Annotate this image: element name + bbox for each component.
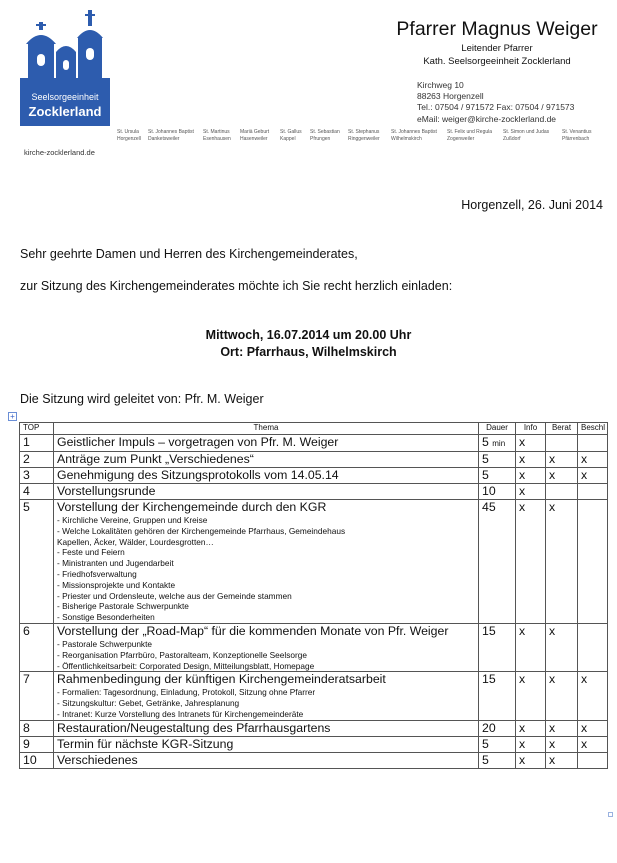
agenda-topic bbox=[54, 435, 479, 452]
sender-name: Pfarrer Magnus Weiger bbox=[396, 18, 598, 40]
header-info: Info bbox=[516, 423, 546, 435]
agenda-topic-title: Restauration/Neugestaltung des Pfarrhausgartens bbox=[57, 720, 331, 735]
agenda-top-number: 1 bbox=[20, 435, 54, 452]
agenda-topic bbox=[54, 672, 479, 720]
agenda-resolve-mark: x bbox=[578, 736, 608, 752]
parish-item: St. Ursula Horgenzell bbox=[117, 129, 141, 142]
agenda-subpoint: - Pastorale Schwerpunkte bbox=[57, 638, 153, 649]
agenda-row bbox=[20, 435, 608, 452]
agenda-subpoint: - Ministranten und Jugendarbeit bbox=[57, 558, 174, 569]
agenda-topic bbox=[54, 452, 479, 468]
logo-line1: Seelsorgeeinheit bbox=[31, 92, 99, 102]
agenda-topic bbox=[54, 752, 479, 768]
agenda-resolve-mark bbox=[578, 484, 608, 500]
header-resolve: Beschl bbox=[578, 423, 608, 435]
agenda-subpoint: - Öffentlichkeitsarbeit: Corporated Design, Mitteilungsblatt, Homepage bbox=[57, 660, 315, 671]
header-topic: Thema bbox=[54, 423, 479, 435]
agenda-info-mark: x bbox=[516, 484, 546, 500]
meeting-location: Ort: Pfarrhaus, Wilhelmskirch bbox=[220, 345, 397, 359]
agenda-top-number: 6 bbox=[20, 623, 54, 671]
agenda-duration bbox=[479, 452, 516, 468]
address-city: 88263 Horgenzell bbox=[417, 91, 484, 102]
agenda-topic-title: Vorstellung der Kirchengemeinde durch den KGR bbox=[57, 500, 327, 514]
agenda-duration bbox=[479, 468, 516, 484]
header-duration: Dauer bbox=[479, 423, 516, 435]
agenda-info-mark: x bbox=[516, 752, 546, 768]
salutation: Sehr geehrte Damen und Herren des Kirchengemeinderates, bbox=[20, 247, 358, 261]
duration-value: 10 bbox=[482, 484, 496, 498]
agenda-subpoint: - Reorganisation Pfarrbüro, Pastoralteam, Konzeptionelle Seelsorge bbox=[57, 649, 307, 660]
agenda-topic bbox=[54, 736, 479, 752]
agenda-duration bbox=[479, 484, 516, 500]
parish-item: St. Felix und Regula Zogenweiler bbox=[447, 129, 493, 142]
duration-value: 5 bbox=[482, 752, 489, 767]
agenda-table bbox=[19, 422, 608, 769]
agenda-resolve-mark bbox=[578, 752, 608, 768]
duration-value: 20 bbox=[482, 720, 496, 735]
agenda-top-number: 8 bbox=[20, 720, 54, 736]
agenda-duration bbox=[479, 752, 516, 768]
agenda-row bbox=[20, 720, 608, 736]
parish-item: St. Gallus Kappel bbox=[280, 129, 302, 142]
agenda-top-number: 3 bbox=[20, 468, 54, 484]
agenda-subpoint: - Missionsprojekte und Kontakte bbox=[57, 579, 176, 590]
parish-item: St. Simon und Judas Zußdorf bbox=[503, 129, 550, 142]
duration-value: 5 bbox=[482, 435, 489, 449]
agenda-top-number: 4 bbox=[20, 484, 54, 500]
parish-item: St. Venantius Pfärrenbach bbox=[562, 129, 592, 142]
agenda-subpoint: - Priester und Ordensleute, welche aus der Gemeinde stammen bbox=[57, 590, 292, 601]
agenda-duration bbox=[479, 720, 516, 736]
meeting-chair: Die Sitzung wird geleitet von: Pfr. M. Weiger bbox=[20, 392, 264, 406]
agenda-subpoint: - Bisherige Pastorale Schwerpunkte bbox=[57, 601, 189, 612]
agenda-header-row bbox=[20, 423, 608, 435]
agenda-subpoint: - Intranet: Kurze Vorstellung des Intranets für Kirchengemeinderäte bbox=[57, 708, 304, 719]
agenda-resolve-mark: x bbox=[578, 468, 608, 484]
agenda-resolve-mark bbox=[578, 500, 608, 624]
agenda-topic-title: Vorstellung der „Road-Map“ für die kommenden Monate von Pfr. Weiger bbox=[57, 623, 449, 638]
website-url: kirche-zocklerland.de bbox=[24, 148, 95, 157]
sender-address bbox=[417, 80, 574, 125]
sender-role: Leitender Pfarrer bbox=[461, 43, 533, 54]
agenda-top-number: 10 bbox=[20, 752, 54, 768]
meeting-date-time: Mittwoch, 16.07.2014 um 20.00 Uhr bbox=[205, 328, 412, 342]
letter-date: Horgenzell, 26. Juni 2014 bbox=[461, 198, 603, 212]
agenda-subpoint: - Feste und Feiern bbox=[57, 547, 125, 558]
agenda-subpoint: - Sitzungskultur: Gebet, Getränke, Jahresplanung bbox=[57, 698, 240, 709]
agenda-discuss-mark: x bbox=[546, 500, 578, 624]
agenda-topic-title: Anträge zum Punkt „Verschiedenes“ bbox=[57, 452, 254, 466]
agenda-topic-title: Verschiedenes bbox=[57, 752, 138, 767]
agenda-row bbox=[20, 752, 608, 768]
agenda-topic bbox=[54, 500, 479, 624]
agenda-info-mark: x bbox=[516, 736, 546, 752]
agenda-resolve-mark: x bbox=[578, 672, 608, 720]
agenda-discuss-mark: x bbox=[546, 752, 578, 768]
duration-value: 5 bbox=[482, 736, 489, 751]
agenda-resolve-mark: x bbox=[578, 452, 608, 468]
agenda-row bbox=[20, 484, 608, 500]
agenda-row bbox=[20, 736, 608, 752]
agenda-topic-title: Vorstellungsrunde bbox=[57, 484, 156, 498]
agenda-duration bbox=[479, 736, 516, 752]
duration-value: 45 bbox=[482, 500, 496, 514]
agenda-discuss-mark: x bbox=[546, 672, 578, 720]
parish-item: St. Sebastian Pfrungen bbox=[310, 129, 340, 142]
sender-organization: Kath. Seelsorgeeinheit Zocklerland bbox=[423, 56, 571, 67]
agenda-row bbox=[20, 672, 608, 720]
agenda-row bbox=[20, 452, 608, 468]
agenda-duration bbox=[479, 672, 516, 720]
agenda-resolve-mark: x bbox=[578, 720, 608, 736]
parish-item: Mariä Geburt Hasenweiler bbox=[240, 129, 270, 142]
parish-item: St. Johannes Baptist Wilhelmskirch bbox=[391, 129, 437, 142]
agenda-discuss-mark: x bbox=[546, 452, 578, 468]
parish-logo bbox=[20, 8, 110, 126]
logo-line2: Zocklerland bbox=[28, 104, 102, 119]
agenda-subpoint: - Welche Lokalitäten gehören der Kirchengemeinde Pfarrhaus, Gemeindehaus bbox=[57, 525, 346, 536]
agenda-row bbox=[20, 500, 608, 624]
duration-value: 5 bbox=[482, 452, 489, 466]
agenda-info-mark: x bbox=[516, 435, 546, 452]
agenda-duration bbox=[479, 500, 516, 624]
table-resize-handle[interactable] bbox=[608, 812, 613, 817]
header-discuss: Berat bbox=[546, 423, 578, 435]
agenda-subpoint: - Formalien: Tagesordnung, Einladung, Protokoll, Sitzung ohne Pfarrer bbox=[57, 687, 316, 698]
agenda-resolve-mark bbox=[578, 435, 608, 452]
table-move-handle-icon[interactable]: + bbox=[8, 412, 17, 421]
agenda-duration bbox=[479, 435, 516, 452]
agenda-subpoint: - Sonstige Besonderheiten bbox=[57, 612, 155, 623]
agenda-topic bbox=[54, 720, 479, 736]
parish-item: St. Martinus Esenhausen bbox=[203, 129, 231, 142]
duration-value: 15 bbox=[482, 672, 496, 687]
agenda-info-mark: x bbox=[516, 720, 546, 736]
agenda-discuss-mark bbox=[546, 435, 578, 452]
agenda-top-number: 7 bbox=[20, 672, 54, 720]
duration-value: 15 bbox=[482, 623, 496, 638]
agenda-top-number: 9 bbox=[20, 736, 54, 752]
agenda-topic-title: Genehmigung des Sitzungsprotokolls vom 14.05.14 bbox=[57, 468, 339, 482]
duration-value: 5 bbox=[482, 468, 489, 482]
agenda-topic bbox=[54, 623, 479, 671]
address-phone: Tel.: 07504 / 971572 Fax: 07504 / 971573 bbox=[417, 102, 575, 113]
agenda-row bbox=[20, 468, 608, 484]
agenda-subpoint: Kapellen, Äcker, Wälder, Lourdesgrotten… bbox=[57, 536, 214, 547]
agenda-discuss-mark: x bbox=[546, 623, 578, 671]
agenda-discuss-mark bbox=[546, 484, 578, 500]
agenda-info-mark: x bbox=[516, 672, 546, 720]
agenda-info-mark: x bbox=[516, 468, 546, 484]
agenda-info-mark: x bbox=[516, 452, 546, 468]
parish-item: St. Johannes Baptist Danketsweiler bbox=[148, 129, 194, 142]
duration-unit: min bbox=[492, 439, 506, 448]
address-email: eMail: weiger@kirche-zocklerland.de bbox=[417, 113, 557, 124]
agenda-subpoint: - Friedhofsverwaltung bbox=[57, 568, 137, 579]
agenda-topic bbox=[54, 468, 479, 484]
agenda-topic-title: Geistlicher Impuls – vorgetragen von Pfr. M. Weiger bbox=[57, 435, 339, 449]
parish-item: St. Stephanus Ringgenweiler bbox=[348, 129, 380, 142]
address-street: Kirchweg 10 bbox=[417, 80, 464, 90]
agenda-top-number: 5 bbox=[20, 500, 54, 624]
invitation-text: zur Sitzung des Kirchengemeinderates möchte ich Sie recht herzlich einladen: bbox=[20, 279, 453, 293]
agenda-top-number: 2 bbox=[20, 452, 54, 468]
agenda-discuss-mark: x bbox=[546, 720, 578, 736]
agenda-topic-title: Rahmenbedingung der künftigen Kirchengemeinderatsarbeit bbox=[57, 672, 386, 687]
header-top: TOP bbox=[20, 423, 54, 435]
agenda-info-mark: x bbox=[516, 500, 546, 624]
agenda-topic-title: Termin für nächste KGR-Sitzung bbox=[57, 736, 234, 751]
agenda-discuss-mark: x bbox=[546, 736, 578, 752]
agenda-discuss-mark: x bbox=[546, 468, 578, 484]
agenda-resolve-mark bbox=[578, 623, 608, 671]
agenda-info-mark: x bbox=[516, 623, 546, 671]
agenda-subpoint: - Kirchliche Vereine, Gruppen und Kreise bbox=[57, 515, 208, 525]
agenda-duration bbox=[479, 623, 516, 671]
agenda-row bbox=[20, 623, 608, 671]
agenda-topic bbox=[54, 484, 479, 500]
